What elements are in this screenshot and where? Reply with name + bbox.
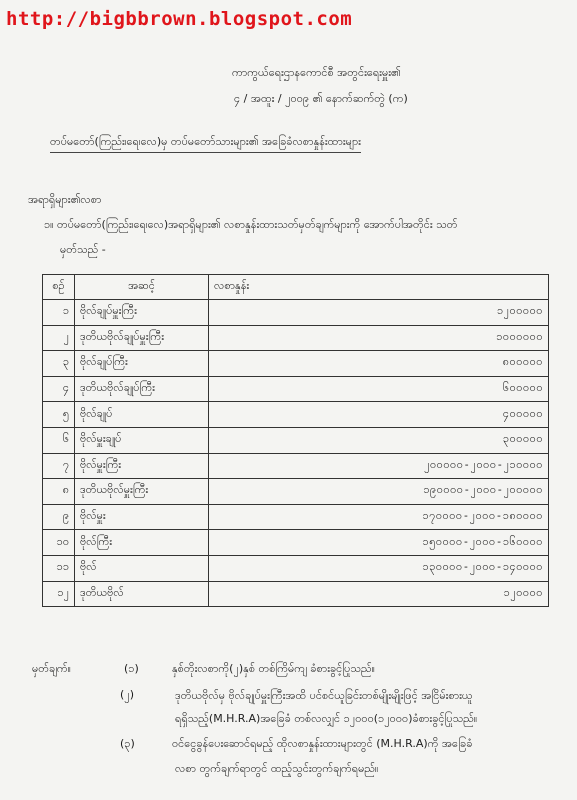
row-rank: ဒုတိယဗိုလ်ချုပ်မှူးကြီး	[75, 325, 209, 351]
blog-url-watermark: http://bigbbrown.blogspot.com	[6, 8, 353, 30]
notes-label: မှတ်ချက်။	[32, 662, 72, 675]
row-serial: ၄	[43, 376, 75, 402]
note-number: (၁)	[124, 662, 139, 675]
row-rank: ဗိုလ်	[75, 555, 209, 581]
table-row	[43, 300, 549, 326]
row-rank: ဗိုလ်မှူးချုပ်	[75, 427, 209, 453]
note-text: နှစ်တိုးလစာကို(၂)နှစ် တစ်ကြိမ်ကျ ခံစားခွင့်ပြုသည်။	[172, 662, 376, 675]
note-text: ဝင်ငွေခွန်ပေးဆောင်ရမည့် ထိုလစာနှုန်းထားများတွင် (M.H.R.A)ကို အခြေခံ	[172, 737, 473, 750]
row-serial: ၇	[43, 453, 75, 479]
row-salary: ၂၀၀၀၀၀-၂၀၀၀-၂၁၀၀၀၀	[209, 453, 549, 479]
table-row	[43, 581, 549, 607]
salary-table	[42, 274, 549, 607]
row-rank: ဒုတိယဗိုလ်ချုပ်ကြီး	[75, 376, 209, 402]
document-title: တပ်မတော်(ကြည်း၊ရေ၊လေ)မှ တပ်မတော်သားများ၏ အခြေခံလစာနှုန်းထားများ	[50, 135, 361, 153]
row-rank: ဗိုလ်မှူး	[75, 504, 209, 530]
note-text: ဒုတိယဗိုလ်မှ ဗိုလ်ချုပ်မှူးကြီးအထိ ပင်စင်ယူခြင်းတစ်မျိုးမျိုးဖြင့် အငြိမ်းစားယူ	[175, 689, 473, 702]
row-serial: ၁	[43, 300, 75, 326]
row-salary: ၈၀၀၀၀၀	[209, 351, 549, 377]
row-rank: ဒုတိယဗိုလ်	[75, 581, 209, 607]
row-rank: ဒုတိယဗိုလ်မှူးကြီး	[75, 479, 209, 505]
note-number: (၂)	[120, 688, 134, 701]
row-salary: ၁၉၀၀၀၀-၂၀၀၀-၂၀၀၀၀၀	[209, 479, 549, 505]
intro-paragraph-line-1: ၁။ တပ်မတော်(ကြည်း၊ရေ၊လေ)အရာရှိများ၏ လစာနှုန်းထားသတ်မှတ်ချက်များကို အောက်ပါအတိုင်း သတ်	[44, 218, 458, 231]
row-serial: ၃	[43, 351, 75, 377]
row-rank: ဗိုလ်ချုပ်ကြီး	[75, 351, 209, 377]
row-rank: ဗိုလ်ချုပ်မှူးကြီး	[75, 300, 209, 326]
row-salary: ၁၀၀၀၀၀၀	[209, 325, 549, 351]
row-serial: ၁၂	[43, 581, 75, 607]
row-rank: ဗိုလ်မှူးကြီး	[75, 453, 209, 479]
table-row	[43, 376, 549, 402]
row-rank: ဗိုလ်ကြီး	[75, 530, 209, 556]
reference-header-line-2: ၄ / အထူး / ၂၀၀၉ ၏ နောက်ဆက်တွဲ (က)	[234, 92, 408, 105]
note-number: (၃)	[120, 737, 135, 750]
column-header-serial: စဉ်	[43, 275, 75, 300]
row-serial: ၆	[43, 427, 75, 453]
reference-header-line-1: ကာကွယ်ရေးဌာနကောင်စီ အတွင်းရေးမှူး၏	[232, 66, 401, 79]
column-header-rank: အဆင့်	[75, 275, 209, 300]
row-salary: ၁၂၀၀၀၀	[209, 581, 549, 607]
table-header-row	[43, 275, 549, 300]
row-serial: ၅	[43, 402, 75, 428]
table-row	[43, 555, 549, 581]
row-salary: ၁၅၀၀၀၀-၂၀၀၀-၁၆၀၀၀၀	[209, 530, 549, 556]
section-title: အရာရှိများ၏လစာ	[28, 193, 102, 206]
table-row	[43, 479, 549, 505]
row-serial: ၂	[43, 325, 75, 351]
row-salary: ၃၀၀၀၀၀	[209, 427, 549, 453]
row-salary: ၆၀၀၀၀၀	[209, 376, 549, 402]
row-serial: ၉	[43, 504, 75, 530]
row-serial: ၁၀	[43, 530, 75, 556]
table-row	[43, 351, 549, 377]
row-salary: ၄၀၀၀၀၀	[209, 402, 549, 428]
table-row	[43, 530, 549, 556]
row-salary: ၁၃၀၀၀၀-၂၀၀၀-၁၄၀၀၀၀	[209, 555, 549, 581]
row-serial: ၁၁	[43, 555, 75, 581]
table-row	[43, 453, 549, 479]
table-row	[43, 427, 549, 453]
table-row	[43, 504, 549, 530]
note-text: လစာ တွက်ချက်ရာတွင် ထည့်သွင်းတွက်ချက်ရမည်။	[175, 762, 379, 775]
row-salary: ၁၂၀၀၀၀၀	[209, 300, 549, 326]
column-header-salary: လစာနှုန်း	[209, 275, 549, 300]
note-text: ရရှိသည့်(M.H.R.A)အခြေခံ တစ်လလျှင် ၁၂၀၀၀(၁၂၀၀၀)ခံစားခွင့်ပြုသည်။	[175, 712, 478, 725]
row-salary: ၁၇၀၀၀၀-၂၀၀၀-၁၈၀၀၀၀	[209, 504, 549, 530]
intro-paragraph-line-2: မှတ်သည် -	[60, 243, 106, 256]
table-row	[43, 402, 549, 428]
table-row	[43, 325, 549, 351]
row-serial: ၈	[43, 479, 75, 505]
row-rank: ဗိုလ်ချုပ်	[75, 402, 209, 428]
